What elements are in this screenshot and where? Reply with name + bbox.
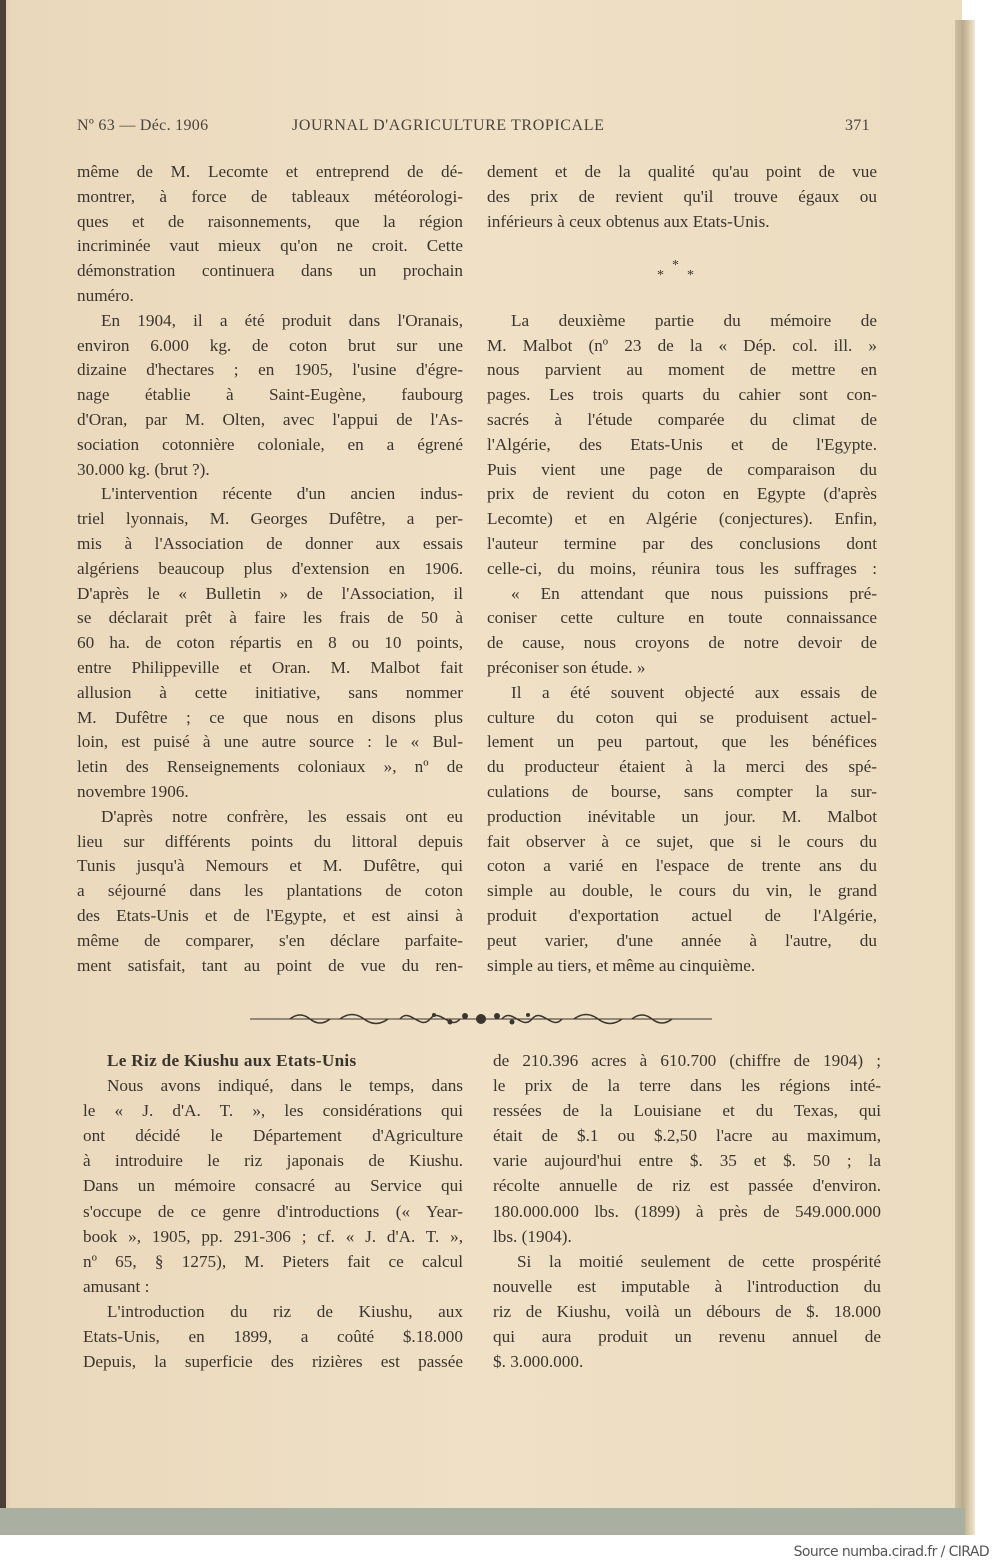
- text-line: se déclarait prêt à faire les frais de 50 à: [77, 608, 463, 628]
- text-line: préconiser son étude. »: [487, 657, 646, 677]
- text-line: ont décidé le Département d'Agriculture: [83, 1126, 463, 1146]
- text-line: « En attendant que nous puissions pré-: [511, 583, 877, 603]
- page-number: 371: [845, 117, 870, 134]
- text-line: nous parvient au moment de mettre en: [487, 360, 877, 380]
- text-line: Puis vient une page de comparaison du: [487, 459, 877, 479]
- text-line: d'Oran, par M. Olten, avec l'appui de l'As-: [77, 409, 463, 429]
- text-line: $. 3.000.000.: [493, 1352, 584, 1372]
- text-line: amusant :: [83, 1276, 150, 1296]
- text-line: sacrés à l'étude comparée du climat de: [487, 409, 877, 429]
- text-line: M. Dufêtre ; ce que nous en disons plus: [77, 707, 463, 727]
- section-stars: [655, 258, 705, 288]
- text-line: coniser cette culture en toute connaissance: [487, 608, 877, 628]
- text-line: D'après notre confrère, les essais ont eu: [101, 806, 463, 826]
- text-line: s'occupe de ce genre d'introductions (« Year-: [83, 1201, 463, 1221]
- text-line: En 1904, il a été produit dans l'Oranais,: [101, 310, 463, 330]
- text-line: à introduire le riz japonais de Kiushu.: [83, 1151, 463, 1171]
- text-line: produit d'exportation actuel de l'Algérie,: [487, 905, 877, 925]
- text-line: de 210.396 acres à 610.700 (chiffre de 1904) ;: [493, 1051, 881, 1070]
- column-bottom-right: [493, 1048, 881, 1374]
- text-line: Il a été souvent objecté aux essais de: [511, 682, 877, 702]
- text-line: Si la moitié seulement de cette prospérité: [517, 1251, 881, 1271]
- ornament-divider: [250, 1008, 712, 1030]
- text-line: allusion à cette initiative, sans nommer: [77, 682, 463, 702]
- text-line: inférieurs à ceux obtenus aux Etats-Unis.: [487, 211, 770, 231]
- text-line: des Etats-Unis et de l'Egypte, et est ainsi à: [77, 905, 463, 925]
- text-line: 60 ha. de coton répartis en 8 ou 10 points,: [77, 633, 463, 653]
- text-line: varie aujourd'hui entre $. 35 et $. 50 ; la: [493, 1151, 881, 1171]
- text-line: montrer, à force de tableaux météorologi-: [77, 186, 463, 206]
- text-line: Dans un mémoire consacré au Service qui: [83, 1176, 463, 1196]
- text-line: L'introduction du riz de Kiushu, aux: [107, 1301, 463, 1321]
- star: *: [687, 268, 694, 283]
- text-line: incriminée vaut mieux qu'on ne croit. Cette: [77, 236, 463, 256]
- cover-band: [0, 1508, 965, 1535]
- text-line: coton a varié en l'espace de trente ans du: [487, 856, 877, 876]
- text-line: nº 65, § 1275), M. Pieters fait ce calcul: [83, 1251, 463, 1271]
- journal-title: JOURNAL D'AGRICULTURE TROPICALE: [292, 117, 605, 134]
- text-line: peut varier, d'une année à l'autre, du: [487, 930, 877, 950]
- text-line: numéro.: [77, 285, 134, 305]
- text-line: mis à l'Association de donner aux essais: [77, 533, 463, 553]
- text-line: nouvelle est imputable à l'introduction du: [493, 1276, 881, 1296]
- text-line: nage établie à Saint-Eugène, faubourg: [77, 385, 463, 405]
- text-line: pages. Les trois quarts du cahier sont con-: [487, 385, 877, 405]
- text-line: letin des Renseignements coloniaux », nº de: [77, 757, 463, 777]
- text-line: Etats-Unis, en 1899, a coûté $.18.000: [83, 1327, 463, 1347]
- text-line: était de $.1 ou $.2,50 l'acre au maximum,: [493, 1126, 881, 1146]
- text-line: M. Malbot (nº 23 de la « Dép. col. ill. »: [487, 335, 877, 355]
- text-line: l'auteur termine par des conclusions dont: [487, 533, 877, 553]
- text-line: ment satisfait, tant au point de vue du ren-: [77, 955, 463, 975]
- text-line: qui aura produit un revenu annuel de: [493, 1327, 881, 1347]
- star: *: [657, 268, 664, 283]
- text-line: le prix de la terre dans les régions inté-: [493, 1076, 881, 1096]
- text-line: 180.000.000 lbs. (1899) à près de 549.000.000: [493, 1201, 881, 1221]
- issue-number: Nº 63 — Déc. 1906: [77, 117, 209, 134]
- text-line: loin, est puisé à une autre source : le « Bul-: [77, 732, 463, 752]
- text-line: prix de revient du coton en Egypte (d'après: [487, 484, 877, 504]
- text-line: Lecomte) et en Algérie (conjectures). Enfin,: [487, 509, 877, 529]
- binding-edge: [0, 0, 6, 1535]
- text-line: le « J. d'A. T. », les considérations qui: [83, 1101, 463, 1121]
- text-line: novembre 1906.: [77, 781, 189, 801]
- page-edge: [955, 20, 975, 1535]
- text-line: production inévitable un jour. M. Malbot: [487, 806, 877, 826]
- text-line: ques et de raisonnements, que la région: [77, 211, 463, 231]
- text-line: 30.000 kg. (brut ?).: [77, 459, 210, 479]
- text-line: L'intervention récente d'un ancien indus-: [101, 484, 463, 504]
- text-line: riz de Kiushu, voilà un débours de $. 18.000: [493, 1301, 881, 1321]
- text-line: récolte annuelle de riz est passée d'environ.: [493, 1176, 881, 1196]
- text-line: l'Algérie, des Etats-Unis et de l'Egypte.: [487, 434, 877, 454]
- article-title: Le Riz de Kiushu aux Etats-Unis: [107, 1051, 357, 1070]
- text-line: même de M. Lecomte et entreprend de dé-: [77, 162, 463, 181]
- text-line: dement et de la qualité qu'au point de vue: [487, 162, 877, 181]
- text-line: de cause, nous croyons de notre devoir de: [487, 633, 877, 653]
- text-line: dizaine d'hectares ; en 1905, l'usine d'égre-: [77, 360, 463, 380]
- text-line: Depuis, la superficie des rizières est passée: [83, 1352, 463, 1372]
- column-bottom-left: [83, 1048, 463, 1374]
- text-line: démonstration continuera dans un prochain: [77, 261, 463, 281]
- text-line: ressées de la Louisiane et du Texas, qui: [493, 1101, 881, 1121]
- text-line: Nous avons indiqué, dans le temps, dans: [107, 1076, 463, 1096]
- text-line: lbs. (1904).: [493, 1226, 572, 1246]
- text-line: même de comparer, s'en déclare parfaite-: [77, 930, 463, 950]
- text-line: simple au tiers, et même au cinquième.: [487, 955, 756, 975]
- text-line: culations de bourse, sans compter la sur-: [487, 781, 877, 801]
- text-line: culture du coton qui se produisent actuel-: [487, 707, 877, 727]
- column-top-left: [77, 160, 463, 978]
- text-line: La deuxième partie du mémoire de: [511, 310, 877, 330]
- text-line: celle-ci, du moins, réunira tous les suffrages :: [487, 558, 877, 578]
- text-line: triel lyonnais, M. Georges Dufêtre, a per-: [77, 509, 463, 529]
- text-line: sociation cotonnière coloniale, en a égrené: [77, 434, 463, 454]
- text-line: entre Philippeville et Oran. M. Malbot fait: [77, 657, 463, 677]
- text-line: [487, 234, 877, 259]
- text-line: du producteur étaient à la merci des spé-: [487, 757, 877, 777]
- text-line: fait observer à ce sujet, que si le cours du: [487, 831, 877, 851]
- text-line: D'après le « Bulletin » de l'Association, il: [77, 583, 463, 603]
- text-line: a séjourné dans les plantations de coton: [77, 881, 463, 901]
- text-line: environ 6.000 kg. de coton brut sur une: [77, 335, 463, 355]
- text-line: simple au double, le cours du vin, le grand: [487, 881, 877, 901]
- text-line: lieu sur différents points du littoral depuis: [77, 831, 463, 851]
- text-line: algériens beaucoup plus d'extension en 1906.: [77, 558, 463, 578]
- text-line: book », 1905, pp. 291-306 ; cf. « J. d'A. T. »,: [83, 1226, 463, 1246]
- text-line: Tunis jusqu'à Nemours et M. Dufêtre, qui: [77, 856, 463, 876]
- source-credit: Source numba.cirad.fr / CIRAD: [793, 1544, 989, 1560]
- text-line: des prix de revient qu'il trouve égaux ou: [487, 186, 877, 206]
- text-line: lement un peu partout, que les bénéfices: [487, 732, 877, 752]
- star: *: [672, 258, 679, 273]
